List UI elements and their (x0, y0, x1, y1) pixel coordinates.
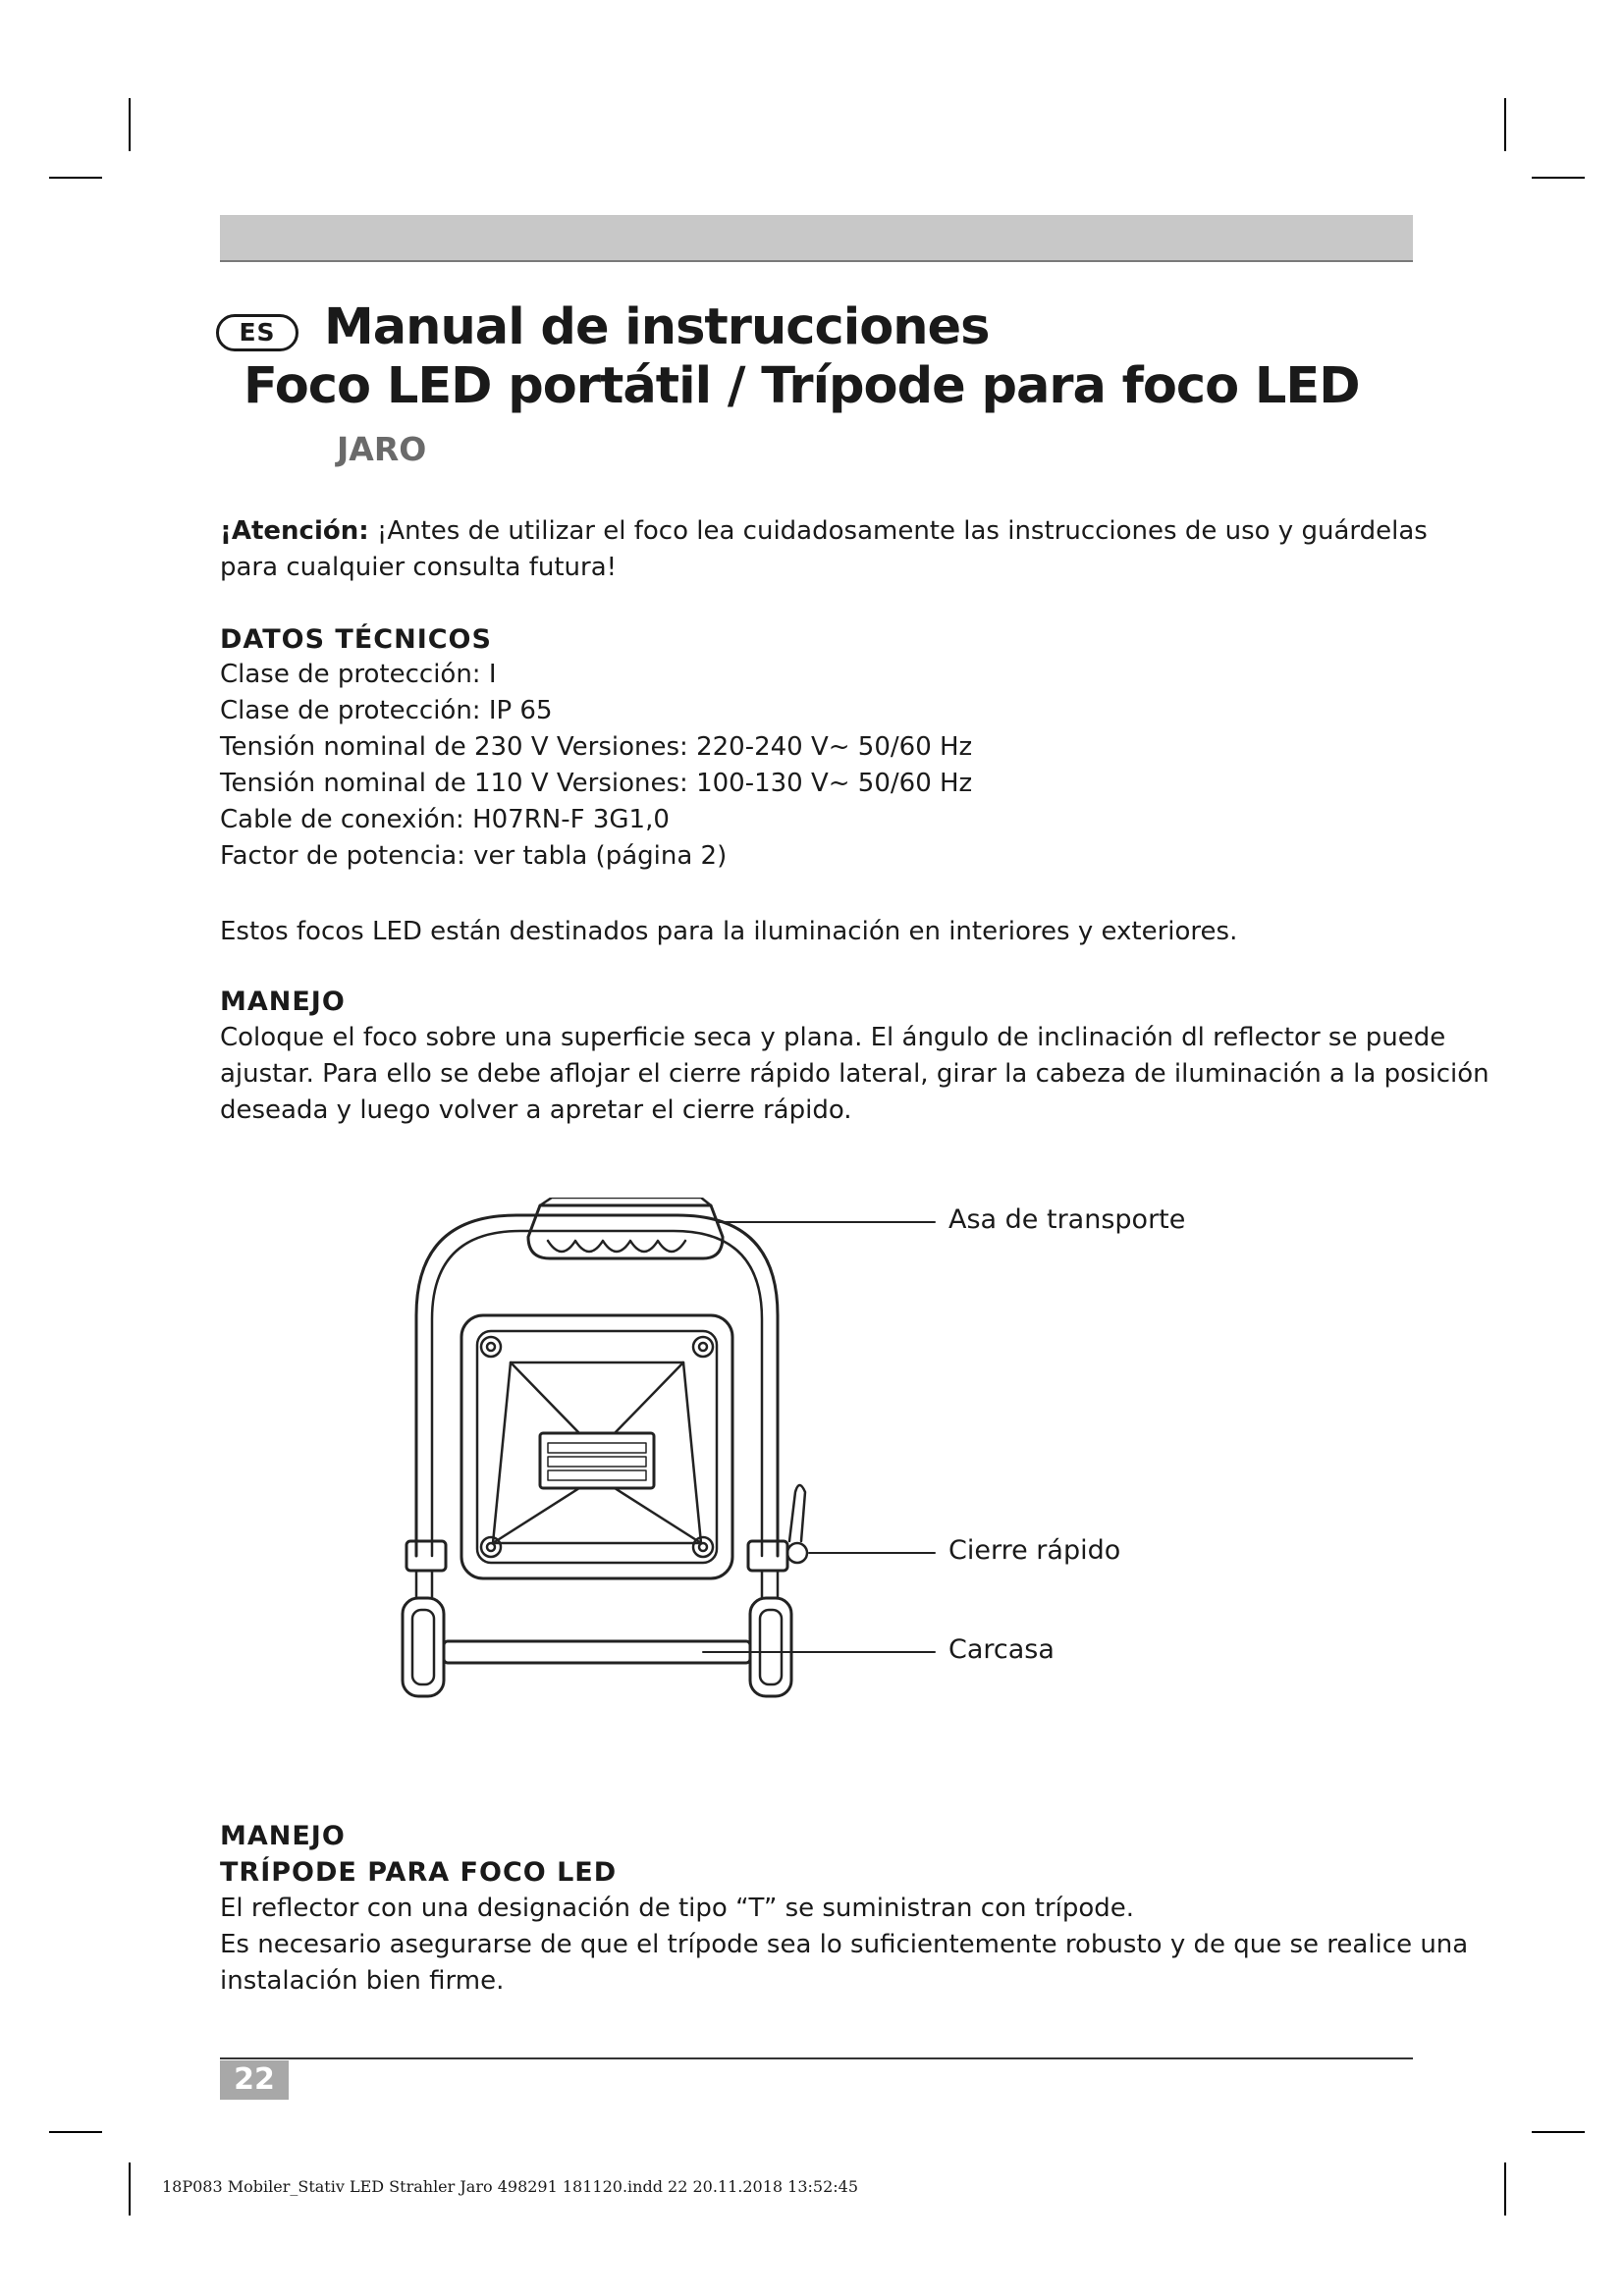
language-badge: ES (216, 314, 298, 351)
manejo-line: ajustar. Para ello se debe aflojar el cierre rápido lateral, girar la cabeza de iluminación a la posición (220, 1059, 1489, 1089)
tripod-line: El reflector con una designación de tipo “T” se suministran con trípode. (220, 1894, 1134, 1923)
manejo-line: Coloque el foco sobre una superficie seca y plana. El ángulo de inclinación dl reflector se puede (220, 1023, 1446, 1052)
usage-note: Estos focos LED están destinados para la iluminación en interiores y exteriores. (220, 917, 1238, 946)
spec-line: Tensión nominal de 110 V Versiones: 100-130 V~ 50/60 Hz (220, 769, 973, 798)
tech-specs (220, 657, 972, 875)
crop-mark-bottom-right-h (1532, 2131, 1585, 2133)
header-bar (220, 215, 1413, 262)
label-carry-handle: Asa de transporte (948, 1204, 1186, 1235)
tech-heading: DATOS TÉCNICOS (220, 624, 492, 655)
tripod-line: instalación bien firme. (220, 1966, 505, 1996)
attention-line-2: para cualquier consulta futura! (220, 553, 618, 582)
page-title: Manual de instrucciones (324, 298, 990, 356)
crop-mark-bottom-right-v (1504, 2163, 1506, 2216)
spec-line: Factor de potencia: ver tabla (página 2) (220, 841, 728, 871)
attention-notice (220, 513, 1428, 586)
model-name: JARO (337, 430, 427, 468)
crop-mark-bottom-left-h (49, 2131, 102, 2133)
manejo-line: deseada y luego volver a apretar el cierre rápido. (220, 1095, 852, 1125)
label-housing: Carcasa (948, 1634, 1055, 1665)
attention-line-1: ¡Antes de utilizar el foco lea cuidadosamente las instrucciones de uso y guárdelas (368, 516, 1428, 546)
page-subtitle: Foco LED portátil / Trípode para foco LED (244, 357, 1360, 415)
crop-mark-top-right-v (1504, 98, 1506, 151)
manejo-tripod-heading: MANEJO (220, 1821, 346, 1851)
spec-line: Clase de protección: IP 65 (220, 696, 553, 725)
page-number: 22 (220, 2060, 289, 2100)
crop-mark-bottom-left-v (129, 2163, 131, 2216)
print-footer: 18P083 Mobiler_Stativ LED Strahler Jaro 498291 181120.indd 22 20.11.2018 13:52:45 (162, 2177, 859, 2196)
tripod-text (220, 1891, 1468, 2000)
attention-label: ¡Atención: (220, 516, 369, 546)
spec-line: Cable de conexión: H07RN-F 3G1,0 (220, 805, 670, 834)
crop-mark-top-left-v (129, 98, 131, 151)
crop-mark-top-left-h (49, 177, 102, 179)
crop-mark-top-right-h (1532, 177, 1585, 179)
floodlight-illustration (393, 1198, 1237, 1728)
spec-line: Tensión nominal de 230 V Versiones: 220-240 V~ 50/60 Hz (220, 732, 973, 762)
manejo-heading: MANEJO (220, 987, 346, 1017)
floodlight-figure (393, 1198, 1237, 1728)
spec-line: Clase de protección: I (220, 660, 497, 689)
tripod-subheading: TRÍPODE PARA FOCO LED (220, 1857, 618, 1888)
tripod-line: Es necesario asegurarse de que el trípode sea lo suficientemente robusto y de que se realice una (220, 1930, 1469, 1959)
footer-rule (220, 2057, 1413, 2059)
label-quick-release: Cierre rápido (948, 1535, 1121, 1566)
manejo-text (220, 1020, 1489, 1129)
